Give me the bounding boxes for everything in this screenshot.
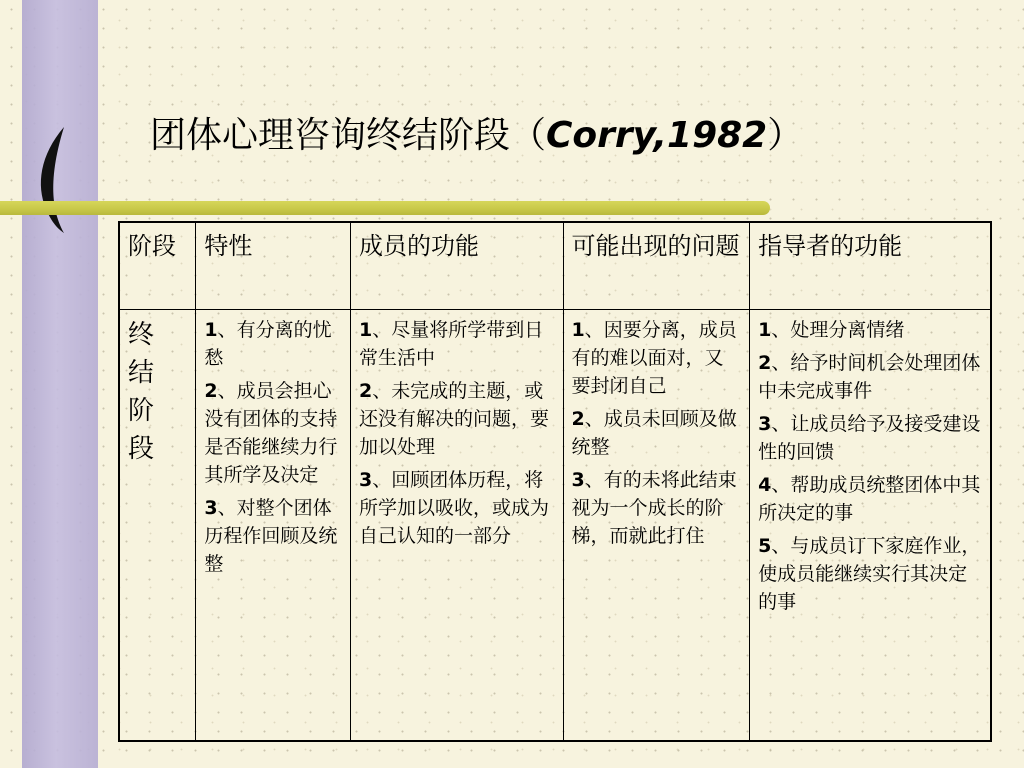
list-item: 1、尽量将所学带到日常生活中 xyxy=(359,319,544,369)
possible-problems-cell xyxy=(563,310,750,742)
list-item: 2、成员未回顾及做统整 xyxy=(571,408,737,458)
list-item: 3、回顾团体历程，将所学加以吸收，或成为自己认知的一部分 xyxy=(359,469,550,547)
title-citation: Corry,1982 xyxy=(546,115,768,156)
decorative-stripe xyxy=(22,0,98,768)
list-item: 5、与成员订下家庭作业，使成员能继续实行其决定的事 xyxy=(758,535,981,613)
member-functions-cell xyxy=(351,310,563,742)
header-stage: 阶段 xyxy=(119,222,196,310)
bracket-ornament-icon xyxy=(30,125,70,235)
list-item: 3、有的未将此结束视为一个成长的阶梯，而就此打住 xyxy=(571,469,737,547)
list-item: 3、对整个团体历程作回顾及统整 xyxy=(204,497,338,575)
list-item: 3、让成员给予及接受建设性的回馈 xyxy=(758,413,981,463)
header-member-functions: 成员的功能 xyxy=(351,222,563,310)
stage-char: 阶 xyxy=(128,396,155,426)
table-row xyxy=(119,310,991,742)
list-item: 1、有分离的忧愁 xyxy=(204,319,332,369)
header-possible-problems: 可能出现的问题 xyxy=(563,222,750,310)
stage-char: 结 xyxy=(128,358,155,388)
list-item: 2、成员会担心没有团体的支持是否能继续力行其所学及决定 xyxy=(204,380,338,486)
features-cell xyxy=(196,310,351,742)
stage-char: 终 xyxy=(128,320,155,350)
title-close: ） xyxy=(767,115,804,156)
stage-table xyxy=(118,221,992,742)
list-item: 2、未完成的主题，或还没有解决的问题，要加以处理 xyxy=(359,380,550,458)
list-item: 4、帮助成员统整团体中其所决定的事 xyxy=(758,474,981,524)
title-cn: 团体心理咨询终结阶段（ xyxy=(150,115,547,156)
stage-char: 段 xyxy=(128,434,155,464)
slide-title xyxy=(150,108,803,164)
list-item: 2、给予时间机会处理团体中未完成事件 xyxy=(758,352,981,402)
leader-functions-cell xyxy=(750,310,991,742)
stage-cell xyxy=(119,310,196,742)
title-underline-bar xyxy=(0,201,770,215)
header-leader-functions: 指导者的功能 xyxy=(750,222,991,310)
list-item: 1、处理分离情绪 xyxy=(758,319,905,341)
header-features: 特性 xyxy=(196,222,351,310)
list-item: 1、因要分离，成员有的难以面对，又要封闭自己 xyxy=(571,319,737,397)
table-header-row xyxy=(119,222,991,310)
